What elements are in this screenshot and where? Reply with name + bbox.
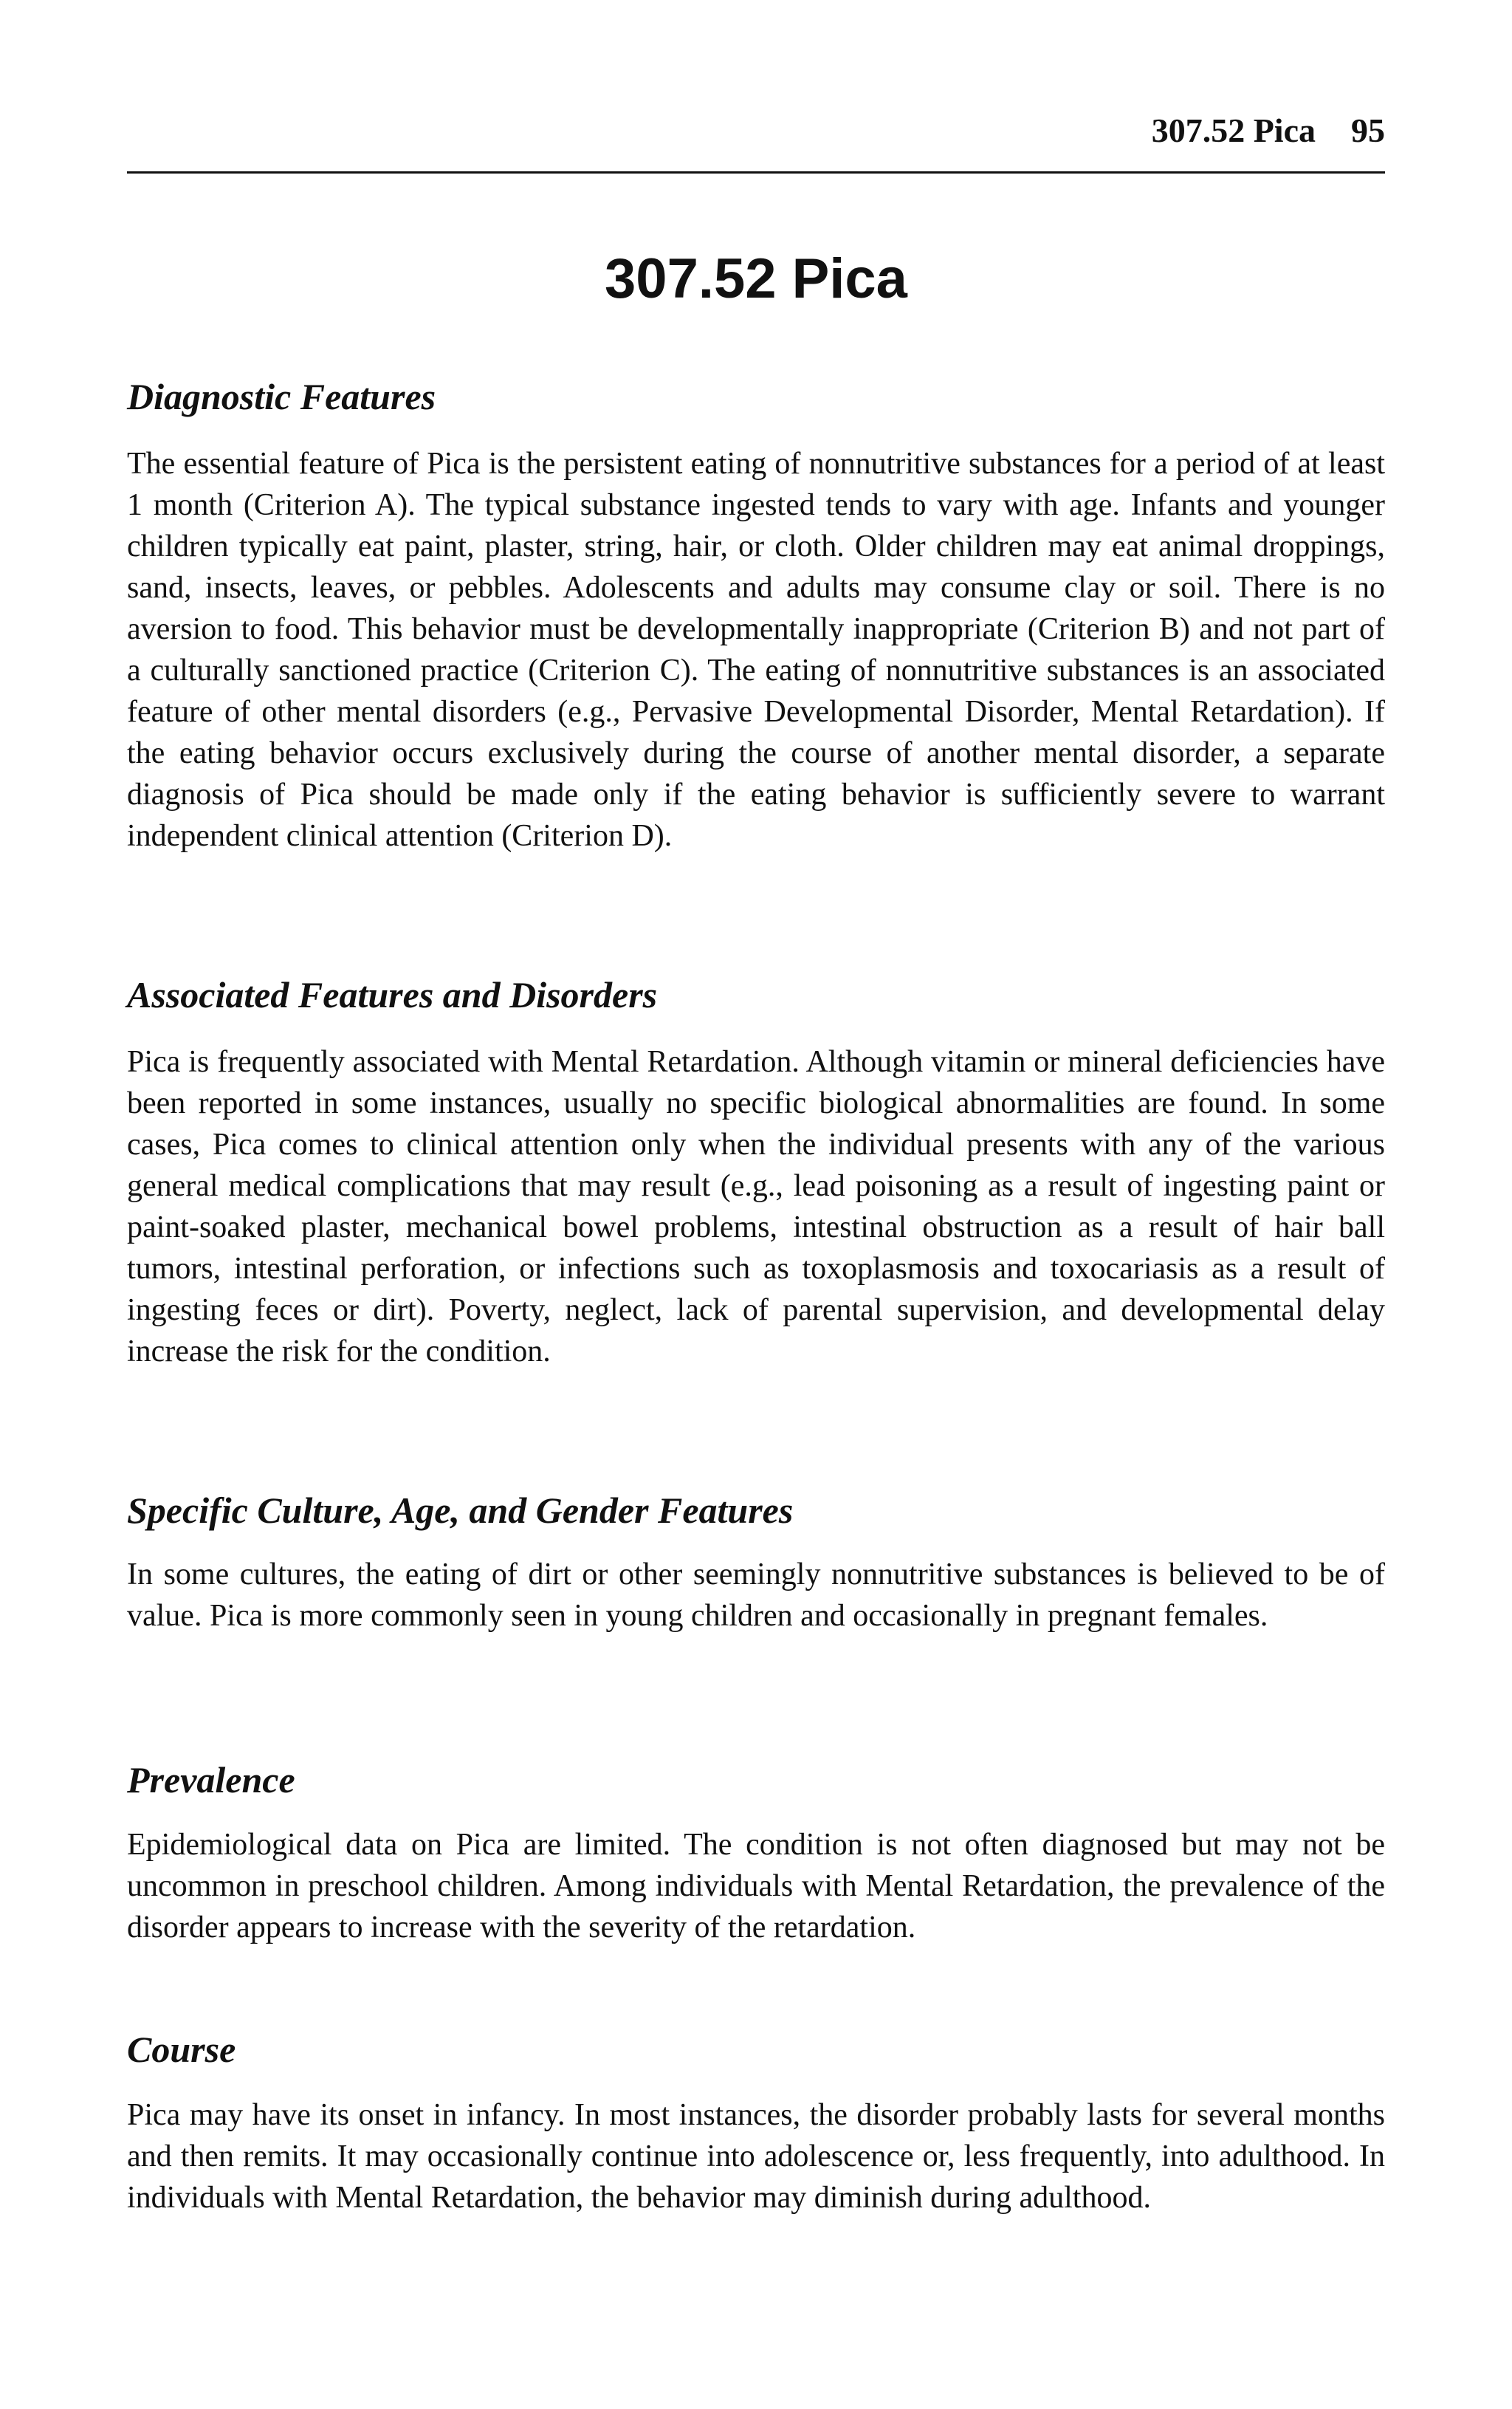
section-text-culture-age-gender: In some cultures, the eating of dirt or other seemingly nonnutritive substances is believed to be of value. Pica is more commonly seen in young children and occasionally in pregnant females. [127,1558,1385,1633]
chapter-title: 307.52 Pica [605,247,907,310]
section-heading-prevalence: Prevalence [127,1759,295,1800]
section-text-course: Pica may have its onset in infancy. In most instances, the disorder probably lasts for several months and then remits. It may occasionally continue into adolescence or, less frequently, into adulthood. In individuals with Mental Retardation, the behavior may diminish during adulthood. [127,2098,1385,2215]
section-heading-diagnostic-features: Diagnostic Features [127,376,436,417]
section-text-diagnostic-features: The essential feature of Pica is the persistent eating of nonnutritive substances for a period of at least 1 month (Criterion A). The typical substance ingested tends to vary with age. Infants and younger children typically eat paint, plaster, string, hair, or cloth. Older children may eat animal droppings, sand, insects, leaves, or pebbles. Adolescents and adults may consume clay or soil. There is no aversion to food. This behavior must be developmentally inappropriate (Criterion B) and not part of a culturally sanctioned practice (Criterion C). The eating of nonnutritive substances is an associated feature of other mental disorders (e.g., Pervasive Developmental Disorder, Mental Retardation). If the eating behavior occurs exclusively during the course of another mental disorder, a separate diagnosis of Pica should be made only if the eating behavior is sufficiently severe to warrant independent clinical attention (Criterion D). [127,447,1385,853]
section-text-prevalence: Epidemiological data on Pica are limited. The condition is not often diagnosed but may not be uncommon in preschool children. Among individuals with Mental Retardation, the prevalence of the disorder appears to increase with the severity of the retardation. [127,1828,1385,1944]
running-head-code: 307.52 [1151,112,1245,149]
page-number: 95 [1351,112,1385,149]
section-text-associated-features: Pica is frequently associated with Mental Retardation. Although vitamin or mineral deficiencies have been reported in some instances, usually no specific biological abnormalities are found. In some cases, Pica comes to clinical attention only when the individual presents with any of the various general medical complications that may result (e.g., lead poisoning as a result of ingesting paint or paint-soaked plaster, mechanical bowel problems, intestinal obstruction as a result of hair ball tumors, intestinal perforation, or infections such as toxoplasmosis and toxocariasis as a result of ingesting feces or dirt). Poverty, neglect, lack of parental supervision, and developmental delay increase the risk for the condition. [127,1045,1385,1368]
running-head-name: Pica [1253,112,1316,149]
section-heading-associated-features: Associated Features and Disorders [127,974,658,1015]
section-heading-culture-age-gender: Specific Culture, Age, and Gender Features [127,1490,794,1531]
running-head-title [1152,111,1385,150]
section-heading-course: Course [127,2029,236,2070]
running-head [127,111,1385,174]
